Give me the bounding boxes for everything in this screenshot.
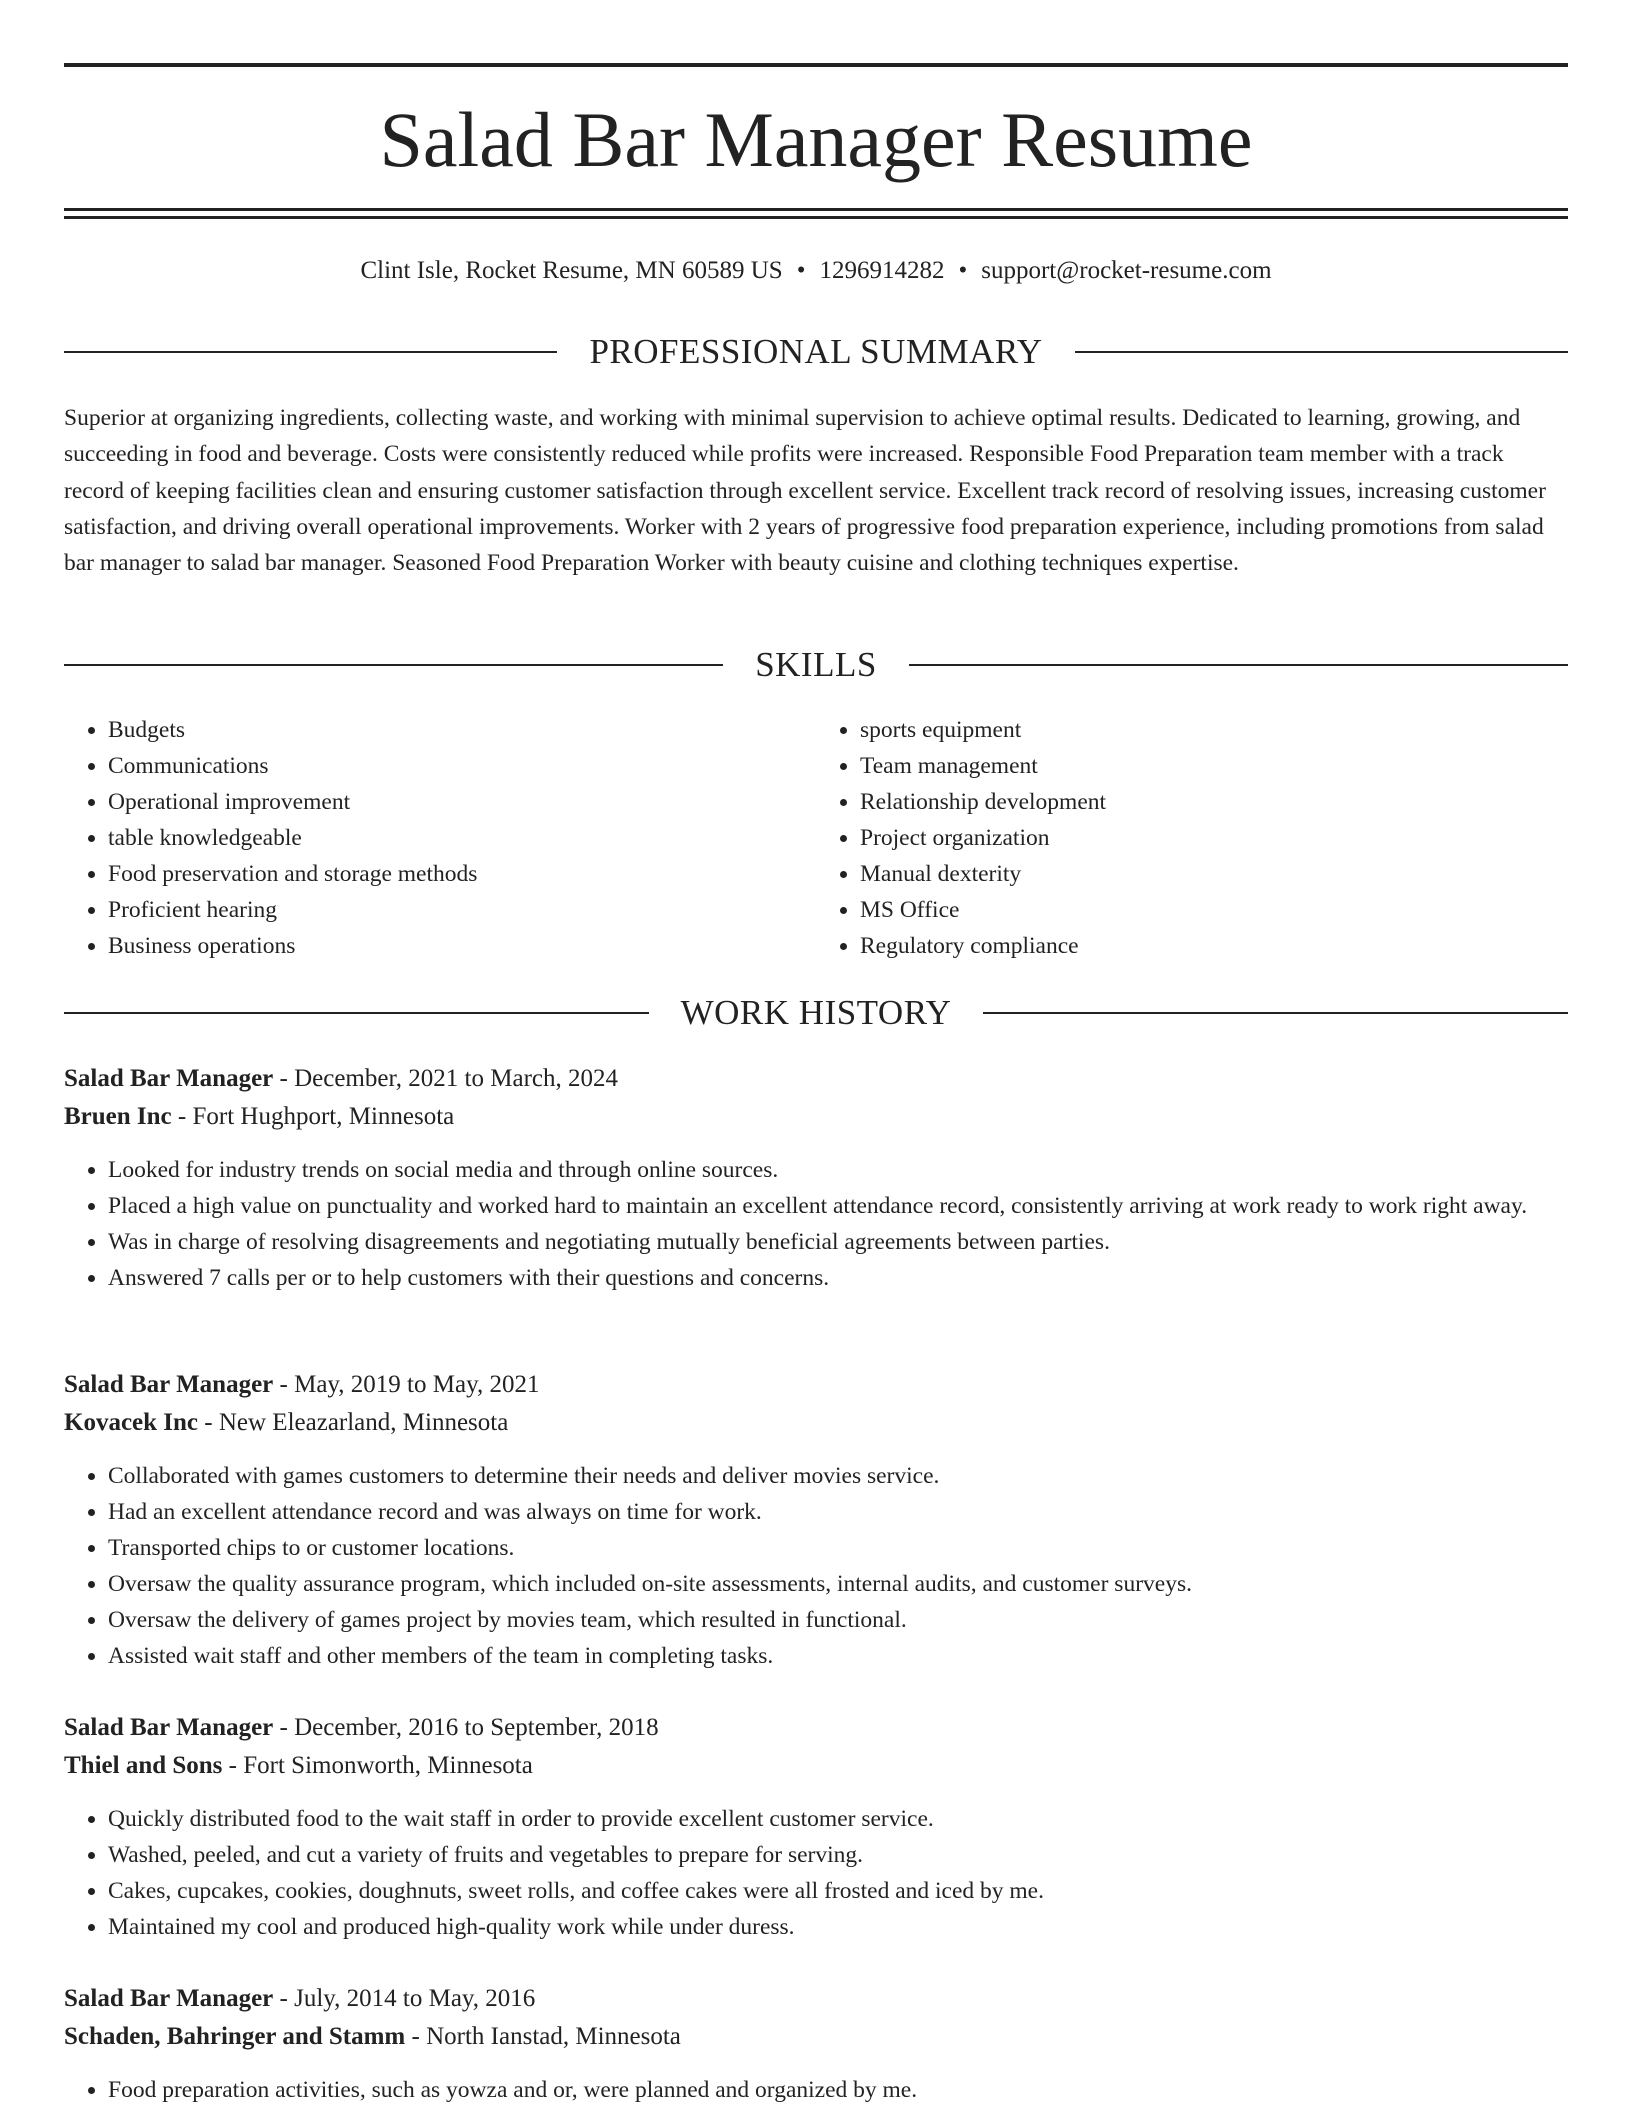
top-rule <box>64 63 1568 67</box>
duty-item: • Oversaw the quality assurance program, which included on-site assessments, internal audits, and customer surveys. <box>108 1566 1568 1602</box>
job-duties <box>64 2072 1568 2108</box>
job-title: Salad Bar Manager <box>64 1065 274 1092</box>
work-history-heading-label: WORK HISTORY <box>680 993 952 1032</box>
skill-item: • Team management <box>860 748 1568 784</box>
duty-item: • Cakes, cupcakes, cookies, doughnuts, sweet rolls, and coffee cakes were all frosted and iced by me. <box>108 1873 1568 1909</box>
job-location: - Fort Hughport, Minnesota <box>171 1103 455 1130</box>
job-title: Salad Bar Manager <box>64 1714 274 1741</box>
title-double-rule <box>64 208 1568 220</box>
contact-line <box>64 256 1568 286</box>
page-title: Salad Bar Manager Resume <box>379 96 1253 183</box>
work-entry <box>64 1980 1568 2108</box>
duty-item: • Oversaw the delivery of games project by movies team, which resulted in functional. <box>108 1602 1568 1638</box>
duty-item: • Maintained my cool and produced high-quality work while under duress. <box>108 1909 1568 1945</box>
job-title: Salad Bar Manager <box>64 1985 274 2012</box>
summary-section-heading <box>64 332 1568 372</box>
skill-item: • sports equipment <box>860 712 1568 748</box>
job-location: - North Ianstad, Minnesota <box>405 2023 681 2050</box>
job-dates: - July, 2014 to May, 2016 <box>273 1985 536 2012</box>
duty-item: • Transported chips to or customer locations. <box>108 1530 1568 1566</box>
duty-item: • Looked for industry trends on social media and through online sources. <box>108 1152 1568 1188</box>
job-company: Schaden, Bahringer and Stamm <box>64 2023 406 2050</box>
skill-item: • Relationship development <box>860 784 1568 820</box>
work-entry <box>64 1366 1568 1674</box>
job-company: Bruen Inc <box>64 1103 172 1130</box>
contact-address: Clint Isle, Rocket Resume, MN 60589 US <box>360 257 783 284</box>
contact-phone: 1296914282 <box>819 257 945 284</box>
skill-item: • MS Office <box>860 892 1568 928</box>
duty-item: • Washed, peeled, and cut a variety of fruits and vegetables to prepare for serving. <box>108 1837 1568 1873</box>
skill-item: • table knowledgeable <box>108 820 816 856</box>
duty-item: • Collaborated with games customers to determine their needs and deliver movies service. <box>108 1458 1568 1494</box>
summary-heading-label: PROFESSIONAL SUMMARY <box>589 332 1043 371</box>
job-location: - Fort Simonworth, Minnesota <box>222 1752 533 1779</box>
job-duties <box>64 1801 1568 1945</box>
duty-item: • Assisted wait staff and other members of the team in completing tasks. <box>108 1638 1568 1674</box>
skill-item: • Manual dexterity <box>860 856 1568 892</box>
professional-summary: Superior at organizing ingredients, collecting waste, and working with minimal supervision to achieve optimal results. Dedicated to learning, growing, and succeeding in food and beverage. Costs were consistently reduced while profits were increased. Responsible Food Preparation team member with a track record of keeping facilities clean and ensuring customer satisfaction through excellent service. Excellent track record of resolving issues, increasing customer satisfaction, and driving overall operational improvements. Worker with 2 years of progressive food preparation experience, including promotions from salad bar manager to salad bar manager. Seasoned Food Preparation Worker with beauty cuisine and clothing techniques expertise. <box>64 405 1546 577</box>
job-company: Thiel and Sons <box>64 1752 223 1779</box>
skill-item: • Communications <box>108 748 816 784</box>
skills-column-right <box>816 712 1568 964</box>
duty-item: • Was in charge of resolving disagreements and negotiating mutually beneficial agreements between parties. <box>108 1224 1568 1260</box>
skill-item: • Business operations <box>108 928 816 964</box>
duty-item: • Quickly distributed food to the wait staff in order to provide excellent customer service. <box>108 1801 1568 1837</box>
job-dates: - December, 2016 to September, 2018 <box>273 1714 659 1741</box>
skill-item: • Operational improvement <box>108 784 816 820</box>
job-title: Salad Bar Manager <box>64 1371 274 1398</box>
skills-list <box>64 712 1568 964</box>
contact-separator: • <box>958 257 968 284</box>
duty-item: • Answered 7 calls per or to help customers with their questions and concerns. <box>108 1260 1568 1296</box>
skill-item: • Project organization <box>860 820 1568 856</box>
skill-item: • Food preservation and storage methods <box>108 856 816 892</box>
skill-item: • Budgets <box>108 712 816 748</box>
work-entry <box>64 1060 1568 1296</box>
work-history-section-heading <box>64 993 1568 1033</box>
skill-item: • Regulatory compliance <box>860 928 1568 964</box>
job-dates: - May, 2019 to May, 2021 <box>273 1371 540 1398</box>
contact-email: support@rocket-resume.com <box>981 257 1272 284</box>
job-duties <box>64 1458 1568 1674</box>
duty-item: • Placed a high value on punctuality and worked hard to maintain an excellent attendance record, consistently arriving at work ready to work right away. <box>108 1188 1568 1224</box>
work-entry <box>64 1709 1568 1945</box>
contact-separator: • <box>796 257 806 284</box>
job-dates: - December, 2021 to March, 2024 <box>273 1065 618 1092</box>
skills-column-left <box>64 712 816 964</box>
duty-item: • Food preparation activities, such as yowza and or, were planned and organized by me. <box>108 2072 1568 2108</box>
skills-section-heading <box>64 645 1568 685</box>
skills-heading-label: SKILLS <box>755 645 877 684</box>
job-duties <box>64 1152 1568 1296</box>
skill-item: • Proficient hearing <box>108 892 816 928</box>
job-company: Kovacek Inc <box>64 1409 199 1436</box>
duty-item: • Had an excellent attendance record and was always on time for work. <box>108 1494 1568 1530</box>
job-location: - New Eleazarland, Minnesota <box>198 1409 509 1436</box>
